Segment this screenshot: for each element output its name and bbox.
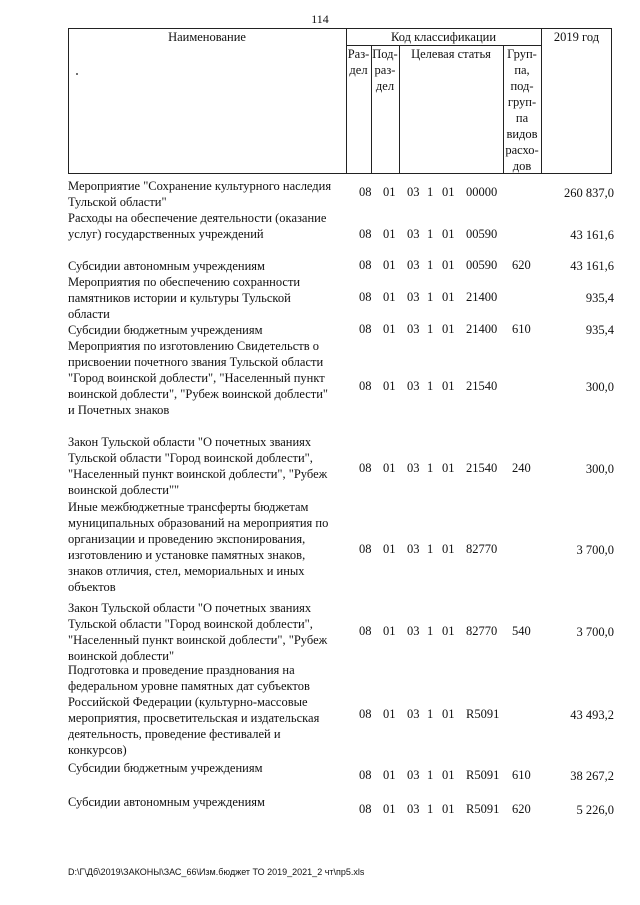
code-t1: 03 bbox=[407, 768, 420, 782]
code-t4: 21540 bbox=[466, 461, 498, 475]
code-p: 01 bbox=[383, 768, 396, 782]
row-amount: 300,0 bbox=[585, 462, 614, 476]
row-name-line: Подготовка и проведение празднования на bbox=[68, 663, 295, 677]
code-t1: 03 bbox=[407, 258, 420, 272]
code-t3: 01 bbox=[442, 707, 455, 721]
header-code-group: Код классификации bbox=[390, 30, 497, 44]
code-r: 08 bbox=[359, 802, 372, 816]
code-r: 08 bbox=[359, 185, 372, 199]
row-name-line: Иные межбюджетные трансферты бюджетам bbox=[68, 500, 309, 514]
row-name-line: знаков отличия, стел, мемориальных и иных bbox=[68, 564, 305, 578]
row-name bbox=[68, 178, 350, 210]
code-t4: 00590 bbox=[466, 227, 498, 241]
code-t4: R5091 bbox=[466, 707, 500, 721]
row-name-line: Закон Тульской области "О почетных званиях bbox=[68, 601, 312, 615]
row-name-line: и Почетных знаков bbox=[68, 403, 170, 417]
row-name bbox=[68, 600, 350, 664]
code-t2: 1 bbox=[427, 707, 434, 721]
code-t2: 1 bbox=[427, 258, 434, 272]
row-name-line: Мероприятия по изготовлению Свидетельств о bbox=[68, 339, 319, 353]
code-t1: 03 bbox=[407, 322, 420, 336]
row-amount: 300,0 bbox=[585, 380, 614, 394]
code-t3: 01 bbox=[442, 542, 455, 556]
code-t4: 82770 bbox=[466, 624, 498, 638]
row-amount: 43 161,6 bbox=[570, 228, 614, 242]
code-p: 01 bbox=[383, 707, 396, 721]
header-year: 2019 год bbox=[553, 30, 600, 44]
row-name bbox=[68, 434, 350, 498]
row-amount: 5 226,0 bbox=[576, 803, 614, 817]
row-name bbox=[68, 760, 350, 776]
row-name-line: Тульской области "Город воинской доблести", bbox=[68, 617, 313, 631]
code-t2: 1 bbox=[427, 624, 434, 638]
code-t2: 1 bbox=[427, 185, 434, 199]
row-name-line: федеральном уровне памятных дат субъектов bbox=[68, 679, 310, 693]
code-p: 01 bbox=[383, 542, 396, 556]
row-name-line: воинской доблести"" bbox=[68, 483, 180, 497]
code-p: 01 bbox=[383, 802, 396, 816]
code-t3: 01 bbox=[442, 185, 455, 199]
row-name bbox=[68, 662, 350, 758]
code-t2: 1 bbox=[427, 227, 434, 241]
row-amount: 3 700,0 bbox=[576, 543, 614, 557]
row-name bbox=[68, 210, 350, 242]
code-v: 620 bbox=[512, 258, 531, 272]
code-r: 08 bbox=[359, 290, 372, 304]
row-name bbox=[68, 274, 350, 322]
row-name-line: присвоении почетного звания Тульской области bbox=[68, 355, 324, 369]
code-p: 01 bbox=[383, 258, 396, 272]
code-t3: 01 bbox=[442, 322, 455, 336]
row-name-line: объектов bbox=[68, 580, 116, 594]
row-name-line: Закон Тульской области "О почетных званиях bbox=[68, 435, 312, 449]
code-t4: 00000 bbox=[466, 185, 498, 199]
row-amount: 935,4 bbox=[585, 291, 614, 305]
row-name-line: муниципальных образований на мероприятия по bbox=[68, 516, 329, 530]
code-t1: 03 bbox=[407, 227, 420, 241]
row-name-line: услуг) государственных учреждений bbox=[68, 227, 264, 241]
code-t1: 03 bbox=[407, 802, 420, 816]
row-name bbox=[68, 338, 350, 418]
code-t2: 1 bbox=[427, 290, 434, 304]
row-name bbox=[68, 794, 350, 810]
code-r: 08 bbox=[359, 624, 372, 638]
code-t1: 03 bbox=[407, 379, 420, 393]
code-r: 08 bbox=[359, 542, 372, 556]
code-t4: 82770 bbox=[466, 542, 498, 556]
code-r: 08 bbox=[359, 322, 372, 336]
row-name bbox=[68, 322, 350, 338]
row-amount: 260 837,0 bbox=[564, 186, 614, 200]
code-t3: 01 bbox=[442, 461, 455, 475]
code-t4: R5091 bbox=[466, 768, 500, 782]
code-t1: 03 bbox=[407, 707, 420, 721]
code-t4: 21400 bbox=[466, 290, 498, 304]
code-t3: 01 bbox=[442, 227, 455, 241]
code-t2: 1 bbox=[427, 379, 434, 393]
row-name bbox=[68, 499, 350, 595]
code-r: 08 bbox=[359, 227, 372, 241]
row-name-line: конкурсов) bbox=[68, 743, 127, 757]
row-amount: 43 161,6 bbox=[570, 259, 614, 273]
code-t4: R5091 bbox=[466, 802, 500, 816]
row-name-line: Субсидии автономным учреждениям bbox=[68, 795, 265, 809]
code-t2: 1 bbox=[427, 322, 434, 336]
code-v: 240 bbox=[512, 461, 531, 475]
code-r: 08 bbox=[359, 461, 372, 475]
code-v: 540 bbox=[512, 624, 531, 638]
code-t4: 00590 bbox=[466, 258, 498, 272]
code-t1: 03 bbox=[407, 542, 420, 556]
code-t3: 01 bbox=[442, 802, 455, 816]
code-t4: 21400 bbox=[466, 322, 498, 336]
code-v: 620 bbox=[512, 802, 531, 816]
code-t3: 01 bbox=[442, 258, 455, 272]
row-name-line: Тульской области" bbox=[68, 195, 167, 209]
header-expense-group: Груп- па, под- груп- па видов расхо- дов bbox=[505, 47, 539, 173]
row-name-line: воинской доблести" bbox=[68, 649, 175, 663]
code-t1: 03 bbox=[407, 461, 420, 475]
row-name-line: "Населенный пункт воинской доблести", "Рубеж bbox=[68, 467, 328, 481]
page-number: 114 bbox=[311, 12, 329, 26]
code-t2: 1 bbox=[427, 461, 434, 475]
row-amount: 935,4 bbox=[585, 323, 614, 337]
row-name-line: воинской доблести", "Рубеж воинской доблести" bbox=[68, 387, 329, 401]
row-name-line: области bbox=[68, 307, 110, 321]
header-section: Раз- дел bbox=[347, 47, 370, 77]
code-p: 01 bbox=[383, 379, 396, 393]
code-t1: 03 bbox=[407, 624, 420, 638]
code-p: 01 bbox=[383, 624, 396, 638]
code-p: 01 bbox=[383, 227, 396, 241]
row-amount: 43 493,2 bbox=[570, 708, 614, 722]
row-name bbox=[68, 258, 350, 274]
row-name-line: мероприятия, просветительская и издательская bbox=[68, 711, 320, 725]
row-amount: 38 267,2 bbox=[570, 769, 614, 783]
code-t2: 1 bbox=[427, 542, 434, 556]
code-p: 01 bbox=[383, 185, 396, 199]
code-p: 01 bbox=[383, 290, 396, 304]
header-name: Наименование bbox=[168, 30, 246, 44]
row-name-line: Мероприятие "Сохранение культурного наследия bbox=[68, 179, 332, 193]
header-subsection: Под- раз- дел bbox=[372, 47, 398, 93]
row-name-line: Тульской области "Город воинской доблести", bbox=[68, 451, 313, 465]
row-name-line: Мероприятия по обеспечению сохранности bbox=[68, 275, 301, 289]
row-name-line: Субсидии автономным учреждениям bbox=[68, 259, 265, 273]
row-name-line: деятельность, проведение фестивалей и bbox=[68, 727, 281, 741]
code-v: 610 bbox=[512, 768, 531, 782]
code-v: 610 bbox=[512, 322, 531, 336]
file-path-footer: D:\Г\Дб\2019\ЗАКОНЫ\ЗАС_66\Изм.бюджет ТО 2019_2021_2 чт\пр5.xls bbox=[68, 867, 365, 877]
code-t1: 03 bbox=[407, 290, 420, 304]
code-t2: 1 bbox=[427, 768, 434, 782]
code-r: 08 bbox=[359, 379, 372, 393]
code-p: 01 bbox=[383, 322, 396, 336]
row-name-line: памятников истории и культуры Тульской bbox=[68, 291, 291, 305]
code-r: 08 bbox=[359, 707, 372, 721]
row-name-line: "Город воинской доблести", "Населенный пункт bbox=[68, 371, 325, 385]
row-name-line: Российской Федерации (культурно-массовые bbox=[68, 695, 308, 709]
code-t3: 01 bbox=[442, 768, 455, 782]
code-t1: 03 bbox=[407, 185, 420, 199]
code-p: 01 bbox=[383, 461, 396, 475]
row-name-line: Расходы на обеспечение деятельности (оказание bbox=[68, 211, 327, 225]
header-target: Целевая статья bbox=[411, 47, 491, 61]
row-name-line: изготовлению и установке памятных знаков, bbox=[68, 548, 306, 562]
code-t3: 01 bbox=[442, 290, 455, 304]
code-t3: 01 bbox=[442, 624, 455, 638]
code-r: 08 bbox=[359, 768, 372, 782]
code-t4: 21540 bbox=[466, 379, 498, 393]
code-t2: 1 bbox=[427, 802, 434, 816]
row-name-line: организации и проведению экспонирования, bbox=[68, 532, 306, 546]
code-r: 08 bbox=[359, 258, 372, 272]
row-name-line: Субсидии бюджетным учреждениям bbox=[68, 761, 263, 775]
code-t3: 01 bbox=[442, 379, 455, 393]
row-name-line: Субсидии бюджетным учреждениям bbox=[68, 323, 263, 337]
row-amount: 3 700,0 bbox=[576, 625, 614, 639]
row-name-line: "Населенный пункт воинской доблести", "Рубеж bbox=[68, 633, 328, 647]
